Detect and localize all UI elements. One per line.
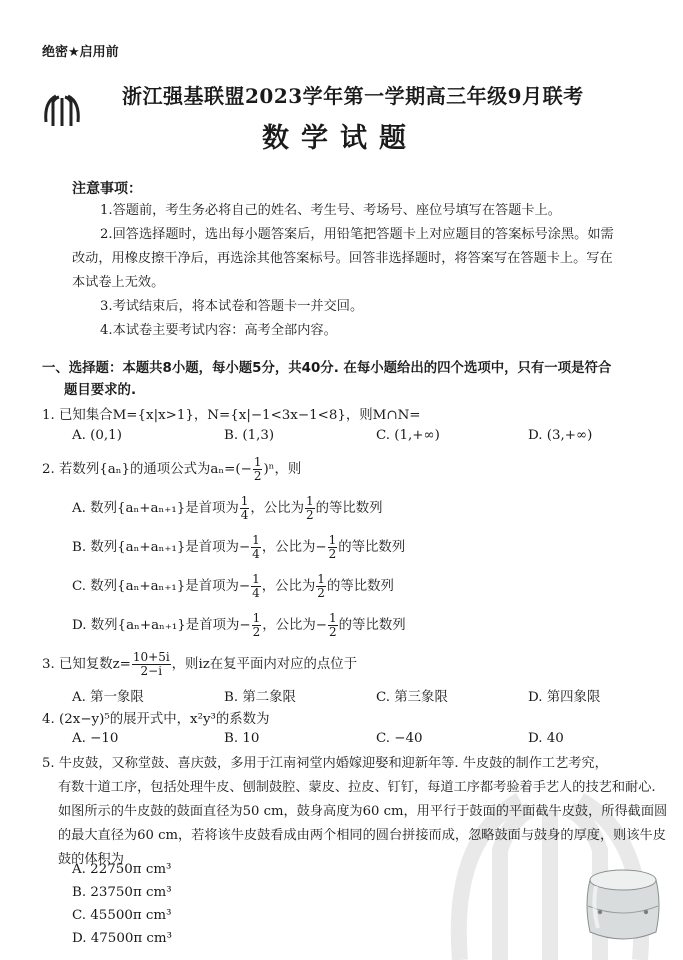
section-heading	[42, 358, 666, 402]
q3-option-a: A. 第一象限	[72, 690, 144, 705]
notice-item: 1.答题前，考生务必将自己的姓名、考生号、考场号、座位号填写在答题卡上。	[100, 203, 561, 218]
fraction: $\frac{10+5i}{2-i}$	[132, 650, 170, 678]
q5-option-b: B. 23750π cm³	[72, 885, 172, 900]
question-1-stem: 1. 已知集合M={x|x>1}，N={x|−1<3x−1<8}，则M∩N=	[42, 408, 421, 423]
q2-option-a: A. 数列{aₙ+aₙ₊₁}是首项为 $\frac{1}{4}$ ，公比为 $\frac{1}{2}$ 的等比数列	[72, 494, 383, 522]
q4-option-b: B. 10	[224, 731, 260, 746]
q1-option-b: B. (1,3)	[224, 428, 275, 443]
q5-option-a: A. 22750π cm³	[72, 862, 172, 877]
q3-option-b: B. 第二象限	[224, 690, 296, 705]
exam-title: 浙江强基联盟2023学年第一学期高三年级9月联考	[122, 84, 584, 108]
question-2-stem: 2. 若数列{aₙ}的通项公式为aₙ=(− $\frac{1}{2}$ )ⁿ，则	[42, 455, 302, 483]
drum-illustration	[582, 862, 664, 946]
q3-option-d: D. 第四象限	[528, 690, 601, 705]
question-3-stem: 3. 已知复数z= $\frac{10+5i}{2-i}$ ，则iz在复平面内对应的点位于	[42, 650, 358, 678]
logo-icon	[40, 88, 84, 132]
q4-option-d: D. 40	[528, 731, 564, 746]
section-heading-line: 题目要求的.	[64, 383, 137, 398]
question-5-line: 5. 牛皮鼓，又称堂鼓、喜庆鼓，多用于江南祠堂内婚嫁迎娶和迎新年等. 牛皮鼓的制作工艺考究，	[42, 756, 608, 771]
q1-option-a: A. (0,1)	[72, 428, 122, 443]
notice-list	[72, 199, 624, 343]
q1-option-c: C. (1,+∞)	[376, 428, 440, 443]
notice-heading: 注意事项：	[72, 181, 142, 197]
question-5-stem	[42, 752, 668, 872]
question-5-body: 有数十道工序，包括处理牛皮、刨制鼓腔、蒙皮、拉皮、钉钉，每道工序都考验着手艺人的技艺和耐心. 如图所示的牛皮鼓的鼓面直径为50 cm，鼓身高度为60 cm，用平行于鼓面的平面截牛皮鼓，所得截面圆的最大直径为60 cm，若将该牛皮鼓看成由两个相同的圆台拼接而成，忽略鼓面与鼓身的厚度，则该牛皮鼓的体积为	[58, 780, 668, 867]
notice-item: 3.考试结束后，将本试卷和答题卡一并交回。	[100, 299, 364, 314]
q4-option-c: C. −40	[376, 731, 423, 746]
q4-option-a: A. −10	[72, 731, 119, 746]
q5-option-c: C. 45500π cm³	[72, 908, 172, 923]
q2-option-d: D. 数列{aₙ+aₙ₊₁}是首项为− $\frac{1}{2}$ ，公比为− $\frac{1}{2}$ 的等比数列	[72, 611, 406, 639]
section-heading-line: 一、选择题：本题共8小题，每小题5分，共40分. 在每小题给出的四个选项中，只有一项是符合	[42, 361, 612, 376]
q2-option-b: B. 数列{aₙ+aₙ₊₁}是首项为− $\frac{1}{4}$ ，公比为− $\frac{1}{2}$ 的等比数列	[72, 533, 406, 561]
question-4-stem: 4. (2x−y)⁵的展开式中，x²y³的系数为	[42, 712, 270, 727]
fraction: $\frac{1}{2}$	[253, 455, 262, 483]
notice-item: 2.回答选择题时，选出每小题答案后，用铅笔把答题卡上对应题目的答案标号涂黑。如需改动，用橡皮擦干净后，再选涂其他答案标号。回答非选择题时，将答案写在答题卡上。写在本试卷上无效。	[72, 227, 614, 290]
subject-title: 数学试题	[262, 123, 418, 154]
q2-option-c: C. 数列{aₙ+aₙ₊₁}是首项为− $\frac{1}{4}$ ，公比为 $\frac{1}{2}$ 的等比数列	[72, 572, 394, 600]
q5-option-d: D. 47500π cm³	[72, 931, 172, 946]
q1-option-d: D. (3,+∞)	[528, 428, 593, 443]
notice-item: 4.本试卷主要考试内容：高考全部内容。	[100, 323, 337, 338]
secret-label: 绝密★启用前	[42, 45, 119, 60]
q3-option-c: C. 第三象限	[376, 690, 448, 705]
